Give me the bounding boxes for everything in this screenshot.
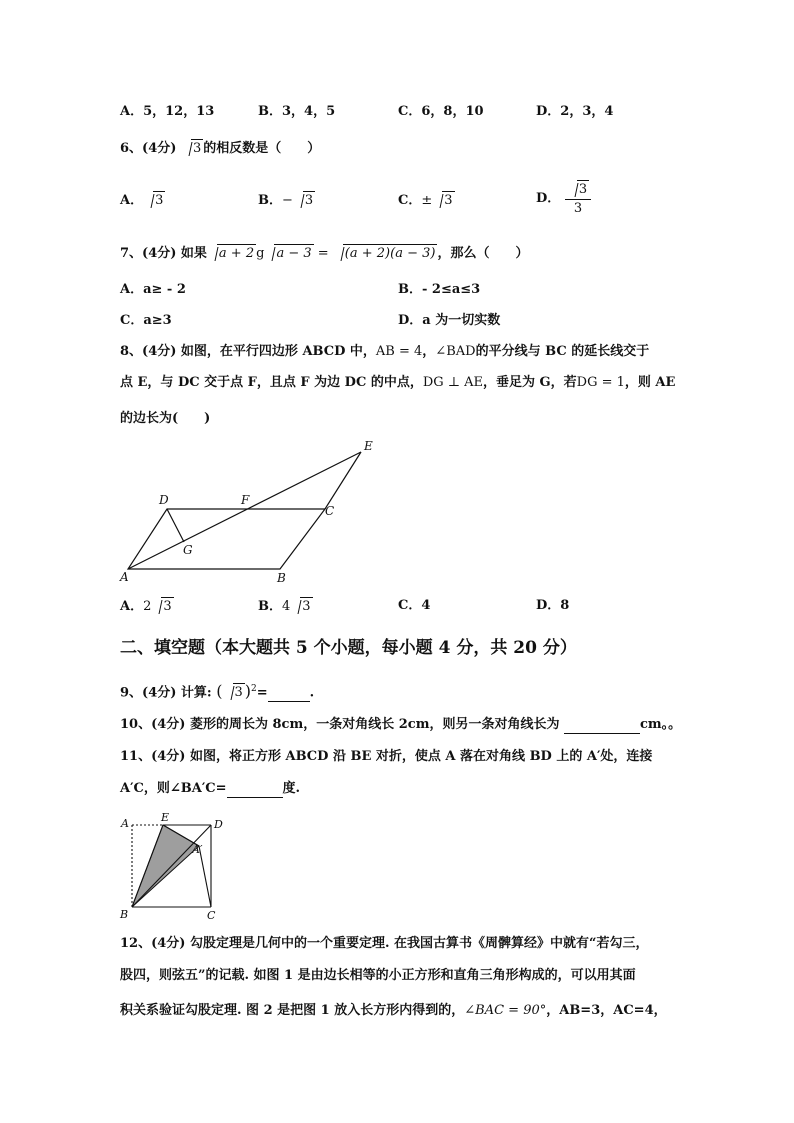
q12-stem-line2: 股四，则弦五”的记载. 如图 1 是由边长相等的小正方形和直角三角形构成的，可以用其面 bbox=[120, 968, 636, 983]
label-f: F bbox=[241, 493, 250, 507]
answer-blank[interactable] bbox=[564, 733, 640, 734]
q8-option-d: D．8 bbox=[536, 598, 570, 613]
q7-option-a: A．a≥ - 2 bbox=[120, 282, 186, 297]
line-dg bbox=[167, 509, 184, 542]
sqrt-symbol: 3 bbox=[144, 191, 165, 210]
q12-stem-line3: 积关系验证勾股定理. 图 2 是把图 1 放入长方形内得到的，∠BAC = 90°，AB=3，AC=4， bbox=[120, 1003, 667, 1018]
label-d: D bbox=[159, 493, 169, 507]
label-e: E bbox=[364, 439, 373, 453]
label-b: B bbox=[120, 908, 129, 921]
label-g: G bbox=[183, 543, 193, 557]
q6-suffix: 的相反数是（ ） bbox=[203, 141, 321, 156]
shaded-triangle bbox=[132, 825, 199, 907]
q6-prefix: 6、(4分) bbox=[120, 141, 177, 156]
label-c: C bbox=[325, 504, 335, 518]
q5-option-b: B．3，4，5 bbox=[258, 104, 336, 119]
sqrt-symbol: 3 bbox=[182, 139, 203, 158]
q7-option-d: D．a 为一切实数 bbox=[398, 313, 501, 328]
sqrt-symbol: a + 2 bbox=[208, 244, 256, 263]
q8-stem-line3: 的边长为( ) bbox=[120, 411, 211, 426]
label-a-prime: A′ bbox=[192, 843, 203, 856]
q5-option-d: D．2，3，4 bbox=[536, 104, 614, 119]
q7-option-c: C．a≥3 bbox=[120, 313, 172, 328]
q5-option-c: C．6，8，10 bbox=[398, 104, 484, 119]
q8-option-b: B．4 3 bbox=[258, 599, 311, 614]
q5-option-a: A．5，12，13 bbox=[120, 104, 215, 119]
q10-stem: 10、(4分) 菱形的周长为 8cm，一条对角线长 2cm，则另一条对角线长为 cm。。 bbox=[120, 717, 682, 732]
q11-square-figure bbox=[115, 810, 230, 925]
q8-option-a: A．2 3 bbox=[120, 599, 172, 614]
q11-stem-line2: A′C，则∠BA′C= 度. bbox=[120, 781, 301, 796]
q6-stem bbox=[120, 139, 320, 158]
q8-parallelogram-figure bbox=[115, 436, 385, 586]
label-a: A bbox=[120, 570, 129, 584]
section-heading-fill-in: 二、填空题（本大题共 5 个小题，每小题 4 分，共 20 分） bbox=[120, 638, 577, 658]
q6-option-a: A． 3 bbox=[120, 193, 164, 208]
answer-blank[interactable] bbox=[227, 797, 283, 798]
q8-stem-line2: 点 E，与 DC 交于点 F，且点 F 为边 DC 的中点，DG ⊥ AE，垂足为 G，若DG = 1，则 AE bbox=[120, 375, 676, 390]
label-e: E bbox=[161, 811, 170, 824]
q6-option-c: C．± 3 bbox=[398, 193, 453, 208]
sqrt-symbol: (a + 2)(a − 3) bbox=[334, 244, 438, 263]
q12-stem-line1: 12、(4分) 勾股定理是几何中的一个重要定理. 在我国古算书《周髀算经》中就有“若勾三， bbox=[120, 936, 649, 951]
label-a: A bbox=[121, 817, 129, 830]
q8-option-c: C．4 bbox=[398, 598, 431, 613]
q6-option-b: B．− 3 bbox=[258, 193, 314, 208]
sqrt-symbol: 3 bbox=[291, 597, 312, 616]
answer-blank[interactable] bbox=[268, 701, 310, 702]
q6-option-d: D． $\frac{3}{3}$ bbox=[536, 180, 591, 218]
label-b: B bbox=[277, 571, 286, 585]
sqrt-symbol: 3 bbox=[224, 683, 245, 702]
q9-stem: 9、(4分) 计算: ( 3 )$^2$= . bbox=[120, 681, 315, 701]
sqrt-symbol: 3 bbox=[152, 597, 173, 616]
label-c: C bbox=[207, 909, 216, 922]
sqrt-symbol: 3 bbox=[433, 191, 454, 210]
q11-stem-line1: 11、(4分) 如图，将正方形 ABCD 沿 BE 对折，使点 A 落在对角线 BD 上的 A′处，连接 bbox=[120, 749, 653, 764]
q7-option-b: B．- 2≤a≤3 bbox=[398, 282, 481, 297]
parallelogram-abcd bbox=[128, 509, 325, 569]
sqrt-symbol: 3 bbox=[294, 191, 315, 210]
sqrt-symbol: a − 3 bbox=[265, 244, 313, 263]
fraction: $\frac{3}{3}$ bbox=[565, 180, 591, 218]
q7-stem: 7、(4分) 如果 a + 2 g a − 3 = (a + 2)(a − 3) ，那么（ ） bbox=[120, 246, 529, 261]
label-d: D bbox=[214, 818, 223, 831]
q8-stem-line1: 8、(4分) 如图，在平行四边形 ABCD 中，AB = 4，∠BAD的平分线与 BC 的延长线交于 bbox=[120, 344, 650, 359]
